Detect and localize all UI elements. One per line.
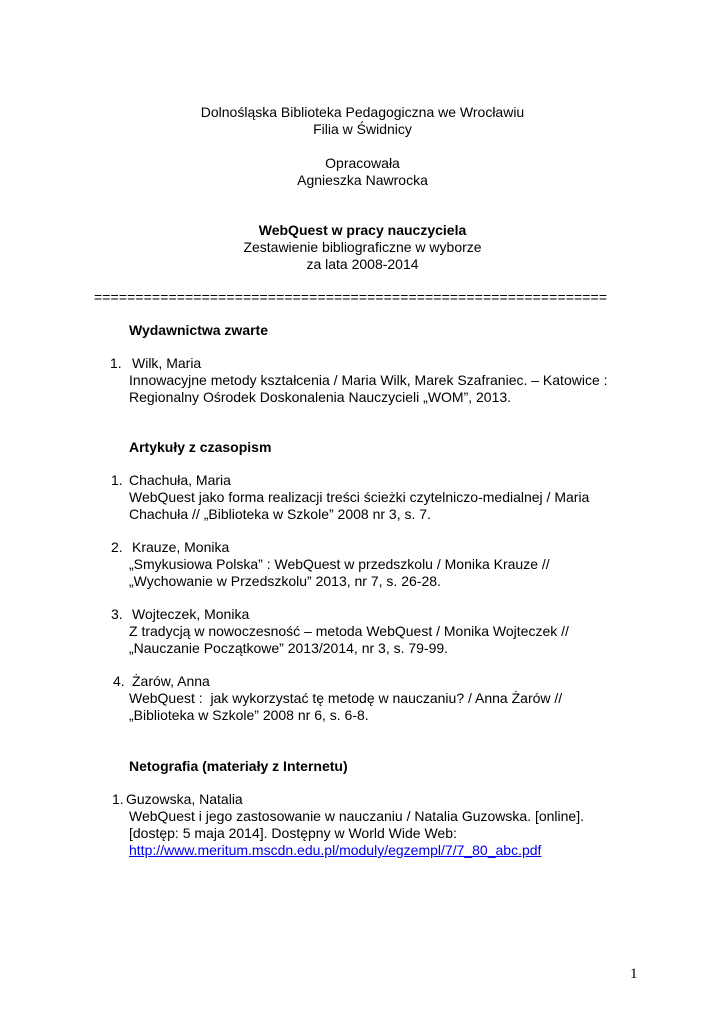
item-number: 3. — [111, 606, 123, 622]
header-title-block — [0, 222, 725, 273]
item-author: Krauze, Monika — [132, 539, 230, 555]
header-author-block — [0, 155, 725, 189]
item-number: 1. — [112, 791, 124, 807]
header-institution-block — [0, 104, 725, 138]
item-url-link[interactable]: http://www.meritum.mscdn.edu.pl/moduly/egzempl/7/7_80_abc.pdf — [129, 842, 542, 858]
item-author: Chachuła, Maria — [129, 472, 231, 488]
item-description-line: Z tradycją w nowoczesność – metoda WebQuest / Monika Wojteczek // — [129, 623, 569, 639]
item-description-line: „Smykusiowa Polska” : WebQuest w przedszkolu / Monika Krauze // — [129, 556, 550, 572]
section-heading-internet: Netografia (materiały z Internetu) — [129, 758, 348, 774]
item-description-line: „Wychowanie w Przedszkolu” 2013, nr 7, s. 26-28. — [129, 573, 441, 589]
item-description-line: Chachuła // „Biblioteka w Szkole” 2008 nr 3, s. 7. — [129, 506, 431, 522]
item-author: Żarów, Anna — [132, 673, 210, 689]
section-heading-articles: Artykuły z czasopism — [129, 439, 272, 455]
item-description-line: „Biblioteka w Szkole” 2008 nr 6, s. 6-8. — [129, 707, 369, 723]
item-author: Wilk, Maria — [132, 355, 202, 371]
item-description-line: Innowacyjne metody kształcenia / Maria Wilk, Marek Szafraniec. – Katowice : — [129, 372, 608, 388]
item-number: 1. — [110, 355, 122, 371]
item-description-line: [dostęp: 5 maja 2014]. Dostępny w World Wide Web: — [129, 825, 457, 841]
document-title: WebQuest w pracy nauczyciela — [258, 222, 467, 238]
item-author: Guzowska, Natalia — [126, 791, 243, 807]
prepared-by-name: Agnieszka Nawrocka — [297, 172, 428, 188]
institution-name: Dolnośląska Biblioteka Pedagogiczna we Wrocławiu — [200, 104, 525, 120]
item-description-line: „Nauczanie Początkowe” 2013/2014, nr 3, s. 79-99. — [129, 640, 449, 656]
item-author: Wojteczek, Monika — [132, 606, 250, 622]
section-heading-books: Wydawnictwa zwarte — [129, 322, 269, 338]
item-number: 2. — [111, 539, 123, 555]
separator-line: ============================================================== — [94, 289, 608, 305]
item-description-line: WebQuest i jego zastosowanie w nauczaniu / Natalia Guzowska. [online]. — [129, 808, 584, 824]
item-description-line: WebQuest : jak wykorzystać tę metodę w nauczaniu? / Anna Żarów // — [129, 690, 563, 706]
item-number: 1. — [111, 472, 123, 488]
item-number: 4. — [113, 673, 125, 689]
item-description-line: WebQuest jako forma realizacji treści ścieżki czytelniczo-medialnej / Maria — [129, 489, 590, 505]
document-years: za lata 2008-2014 — [306, 256, 419, 272]
document-subtitle: Zestawienie bibliograficzne w wyborze — [243, 239, 482, 255]
prepared-by-label: Opracowała — [325, 155, 400, 171]
item-description-line: Regionalny Ośrodek Doskonalenia Nauczycieli „WOM”, 2013. — [129, 389, 512, 405]
page-number: 1 — [630, 966, 638, 982]
branch-name: Filia w Świdnicy — [313, 121, 412, 137]
